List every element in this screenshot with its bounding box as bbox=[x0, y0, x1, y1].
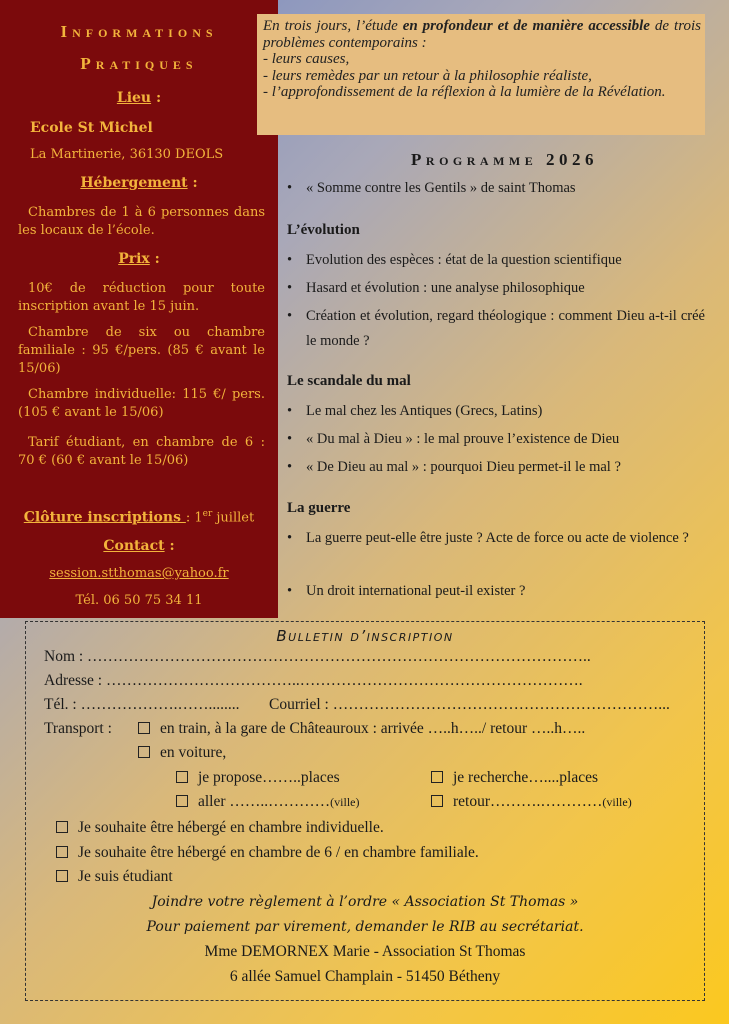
info-panel bbox=[0, 0, 278, 618]
intro-line: - leurs causes, bbox=[263, 51, 350, 67]
intro-part1: En trois jours, l’étude bbox=[263, 18, 403, 34]
bullet-icon: • bbox=[287, 583, 293, 599]
cloture-value-post: juillet bbox=[212, 510, 255, 526]
programme-item bbox=[287, 455, 705, 480]
section-heading: La guerre bbox=[287, 500, 351, 516]
cloture-heading: Clôture inscriptions bbox=[23, 509, 186, 526]
programme-item bbox=[287, 526, 705, 551]
mailing-address-line1: Mme DEMORNEX Marie - Association St Thomas bbox=[204, 943, 526, 960]
bullet-icon: • bbox=[287, 530, 293, 546]
item-text: Un droit international peut-il exister ? bbox=[306, 583, 526, 599]
option-individuelle[interactable] bbox=[56, 819, 384, 837]
section-heading: Le scandale du mal bbox=[287, 373, 411, 389]
bullet-icon: • bbox=[287, 308, 293, 324]
bullet-icon: • bbox=[287, 180, 293, 196]
colon: : bbox=[151, 90, 162, 106]
intro-paragraph bbox=[263, 18, 701, 51]
prix-item: Chambre de six ou chambre familiale : 95 €/pers. (85 € avant le 15/06) bbox=[18, 325, 265, 376]
bullet-icon: • bbox=[287, 431, 293, 447]
transfer-instruction: Pour paiement par virement, demander le RIB au secrétariat. bbox=[146, 919, 584, 935]
intro-line: - l’approfondissement de la réflexion à la lumière de la Révélation. bbox=[263, 84, 666, 100]
intro-box bbox=[257, 14, 705, 135]
lieu-name: Ecole St Michel bbox=[30, 120, 153, 136]
programme-item bbox=[287, 399, 705, 424]
prix-item: Tarif étudiant, en chambre de 6 : 70 € (60 € avant le 15/06) bbox=[18, 435, 265, 468]
contact-heading-text: Contact bbox=[103, 538, 165, 554]
item-text: « De Dieu au mal » : pourquoi Dieu permet-il le mal ? bbox=[306, 459, 621, 475]
cloture-line bbox=[0, 509, 278, 525]
option-train-label: en train, à la gare de Châteauroux : arrivée …..h…../ retour …..h….. bbox=[160, 720, 586, 737]
bullet-icon: • bbox=[287, 403, 293, 419]
option-propose-label: je propose……..places bbox=[198, 769, 340, 786]
programme-item bbox=[287, 427, 705, 452]
colon: : bbox=[187, 175, 198, 191]
ville-label: (ville) bbox=[330, 795, 360, 809]
checkbox-aller[interactable] bbox=[176, 795, 188, 807]
colon: : bbox=[164, 538, 175, 554]
nom-field[interactable]: Nom : …………………………………………………………………………………….. bbox=[44, 648, 591, 665]
bullet-icon: • bbox=[287, 252, 293, 268]
option-retour-label: retour……….………… bbox=[453, 793, 603, 810]
bullet-icon: • bbox=[287, 280, 293, 296]
registration-form bbox=[25, 621, 705, 1001]
checkbox-familiale[interactable] bbox=[56, 846, 68, 858]
transport-label: Transport : bbox=[44, 720, 112, 737]
checkbox-etudiant[interactable] bbox=[56, 870, 68, 882]
cloture-value-pre: : 1 bbox=[185, 510, 203, 526]
option-train[interactable] bbox=[138, 720, 585, 738]
checkbox-voiture[interactable] bbox=[138, 746, 150, 758]
programme-title: Programme 2026 bbox=[411, 150, 598, 169]
item-text: Le mal chez les Antiques (Grecs, Latins) bbox=[306, 403, 543, 419]
item-text: Hasard et évolution : une analyse philosophique bbox=[306, 280, 585, 296]
prix-item: Chambre individuelle: 115 €/ pers. (105 € avant le 15/06) bbox=[18, 387, 265, 420]
option-etudiant-label: Je suis étudiant bbox=[78, 868, 173, 885]
prix-heading bbox=[0, 251, 278, 267]
option-recherche-label: je recherche…....places bbox=[453, 769, 599, 786]
option-familiale[interactable] bbox=[56, 844, 479, 862]
option-etudiant[interactable] bbox=[56, 868, 173, 886]
hebergement-text: Chambres de 1 à 6 personnes dans les locaux de l’école. bbox=[18, 205, 265, 238]
lieu-heading bbox=[0, 90, 278, 106]
checkbox-retour[interactable] bbox=[431, 795, 443, 807]
item-text: Création et évolution, regard théologique : comment Dieu a-t-il créé le monde ? bbox=[306, 308, 705, 349]
bullet-icon: • bbox=[287, 459, 293, 475]
ville-label: (ville) bbox=[602, 795, 632, 809]
item-text: « Du mal à Dieu » : le mal prouve l’existence de Dieu bbox=[306, 431, 620, 447]
checkbox-individuelle[interactable] bbox=[56, 821, 68, 833]
item-text: La guerre peut-elle être juste ? Acte de force ou acte de violence ? bbox=[306, 530, 689, 546]
option-familiale-label: Je souhaite être hébergé en chambre de 6 / en chambre familiale. bbox=[78, 844, 479, 861]
option-aller[interactable] bbox=[176, 793, 360, 811]
lieu-heading-text: Lieu bbox=[116, 90, 152, 106]
payment-instruction: Joindre votre règlement à l’ordre « Association St Thomas » bbox=[151, 894, 579, 910]
option-propose[interactable] bbox=[176, 769, 340, 787]
info-title-line1: Informations bbox=[60, 22, 218, 41]
checkbox-train[interactable] bbox=[138, 722, 150, 734]
option-voiture[interactable] bbox=[138, 744, 226, 762]
option-individuelle-label: Je souhaite être hébergé en chambre individuelle. bbox=[78, 819, 384, 836]
programme-item bbox=[287, 304, 705, 354]
item-text: « Somme contre les Gentils » de saint Thomas bbox=[306, 180, 576, 196]
contact-heading bbox=[0, 538, 278, 554]
form-title: Bulletin d’inscription bbox=[276, 627, 454, 645]
hebergement-heading bbox=[0, 175, 278, 191]
programme-item bbox=[287, 579, 705, 604]
info-title-line2: Pratiques bbox=[80, 54, 198, 73]
prix-heading-text: Prix bbox=[118, 251, 150, 267]
checkbox-propose[interactable] bbox=[176, 771, 188, 783]
lieu-address: La Martinerie, 36130 DEOLS bbox=[30, 147, 224, 162]
courriel-field[interactable]: Courriel : ………………………………………………………... bbox=[269, 696, 670, 713]
intro-bold: en profondeur et de manière accessible bbox=[402, 18, 650, 34]
section-heading: L’évolution bbox=[287, 222, 360, 238]
mailing-address-line2: 6 allée Samuel Champlain - 51450 Bétheny bbox=[229, 968, 501, 985]
programme-intro-item bbox=[287, 176, 705, 201]
option-retour[interactable] bbox=[431, 793, 632, 811]
checkbox-recherche[interactable] bbox=[431, 771, 443, 783]
item-text: Evolution des espèces : état de la question scientifique bbox=[306, 252, 622, 268]
adresse-field[interactable]: Adresse : ………………………………..………………………………………………. bbox=[44, 672, 583, 689]
intro-part2: de trois problèmes contemporains : bbox=[263, 18, 701, 51]
contact-email-link[interactable]: session.stthomas@yahoo.fr bbox=[49, 566, 229, 581]
prix-item: 10€ de réduction pour toute inscription avant le 15 juin. bbox=[18, 281, 265, 314]
programme-item bbox=[287, 276, 705, 301]
option-aller-label: aller ……..………… bbox=[198, 793, 331, 810]
option-voiture-label: en voiture, bbox=[160, 744, 227, 761]
colon: : bbox=[149, 251, 160, 267]
hebergement-heading-text: Hébergement bbox=[80, 175, 188, 191]
option-recherche[interactable] bbox=[431, 769, 598, 787]
tel-field[interactable]: Tél. : ……………….……........ bbox=[44, 696, 240, 713]
cloture-value-sup: er bbox=[202, 509, 213, 519]
contact-phone: Tél. 06 50 75 34 11 bbox=[75, 593, 203, 608]
intro-line: - leurs remèdes par un retour à la philosophie réaliste, bbox=[263, 67, 592, 84]
programme-item bbox=[287, 248, 705, 273]
